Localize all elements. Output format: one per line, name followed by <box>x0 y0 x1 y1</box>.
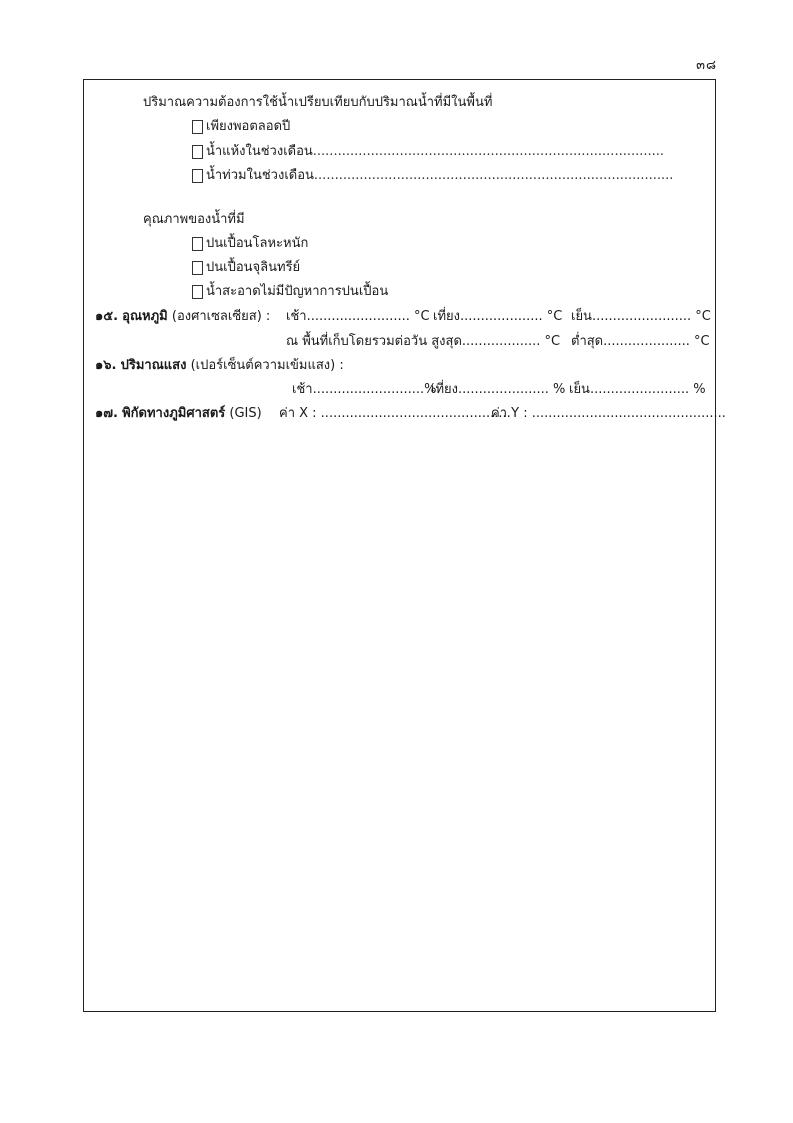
temperature-daily-min[interactable]: ต่ำสุด..................... °C <box>571 334 710 349</box>
temperature-title <box>95 308 270 326</box>
gis-title <box>95 405 262 423</box>
temperature-noon[interactable]: เที่ยง.................... °C <box>433 309 563 324</box>
option-flood-months[interactable] <box>192 167 673 185</box>
option-label: ปนเปื้อนจุลินทรีย์ <box>206 260 301 275</box>
option-heavy-metal[interactable] <box>192 235 308 253</box>
gis-x-field[interactable]: ค่า X : .............................................. <box>279 406 511 421</box>
water-quantity-heading: ปริมาณความต้องการใช้น้ำเปรียบเทียบกับปริมาณน้ำที่มีในพื้นที่ <box>143 95 493 110</box>
checkbox[interactable] <box>192 237 203 251</box>
unit-note: (องศาเซลเซียส) : <box>171 309 271 324</box>
section-title: ปริมาณแสง <box>120 358 187 373</box>
temperature-evening[interactable]: เย็น........................ °C <box>571 309 711 324</box>
checkbox[interactable] <box>192 145 203 159</box>
option-clean-water[interactable] <box>192 283 388 301</box>
checkbox[interactable] <box>192 169 203 183</box>
gis-y-field[interactable]: ค่า Y : ............................................... <box>491 406 726 421</box>
option-dry-months[interactable] <box>192 143 664 161</box>
option-label: เพียงพอตลอดปี <box>206 119 291 134</box>
section-number: ๑๗. <box>95 406 118 421</box>
light-title <box>95 357 344 375</box>
light-noon[interactable]: เที่ยง...................... % <box>431 382 566 397</box>
option-label: น้ำสะอาดไม่มีปัญหาการปนเปื้อน <box>206 284 389 299</box>
page-number: ๓๘ <box>696 58 717 73</box>
option-label: ปนเปื้อนโลหะหนัก <box>206 236 309 251</box>
checkbox[interactable] <box>192 120 203 134</box>
water-quality-heading: คุณภาพของน้ำที่มี <box>143 212 245 227</box>
option-label: น้ำแห้งในช่วงเดือน <box>206 144 313 159</box>
light-evening[interactable]: เย็น........................ % <box>569 382 706 397</box>
section-title: อุณหภูมิ <box>122 309 168 324</box>
fill-in-dots[interactable]: ..................................................................................... <box>312 144 665 159</box>
fill-in-dots[interactable]: ....................................................................................... <box>313 168 674 183</box>
option-sufficient-all-year[interactable] <box>192 118 290 136</box>
unit-note: (เปอร์เซ็นต์ความเข้มแสง) : <box>190 358 344 373</box>
temperature-daily-max[interactable]: ณ พื้นที่เก็บโดยรวมต่อวัน สูงสุด................... °C <box>286 334 561 349</box>
temperature-morning[interactable]: เช้า......................... °C <box>286 309 430 324</box>
checkbox[interactable] <box>192 261 203 275</box>
unit-note: (GIS) <box>229 406 262 421</box>
section-title: พิกัดทางภูมิศาสตร์ <box>122 406 226 421</box>
section-number: ๑๕. <box>95 309 119 324</box>
section-number: ๑๖. <box>95 358 117 373</box>
option-label: น้ำท่วมในช่วงเดือน <box>206 168 314 183</box>
light-morning[interactable]: เช้า...........................% <box>292 382 437 397</box>
option-microbial[interactable] <box>192 259 300 277</box>
checkbox[interactable] <box>192 285 203 299</box>
